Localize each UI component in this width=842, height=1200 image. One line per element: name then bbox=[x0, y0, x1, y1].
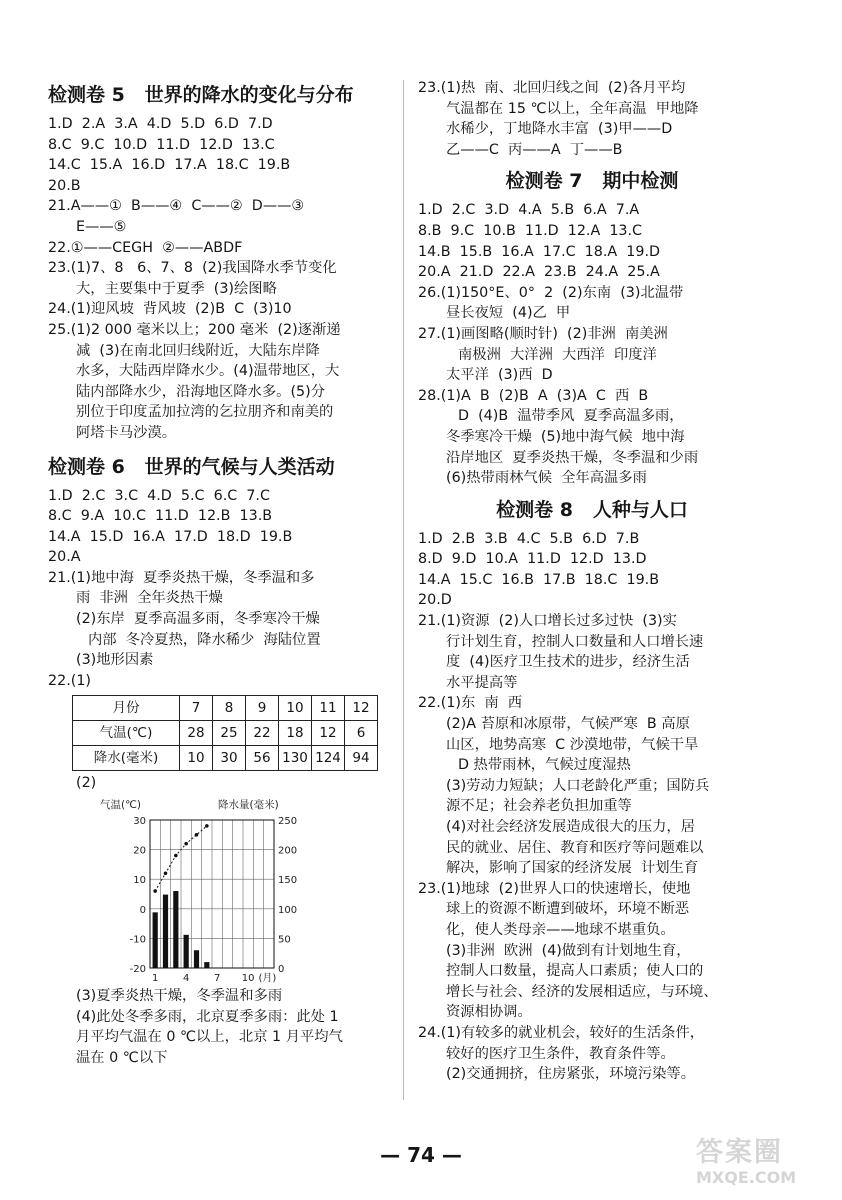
right-tick-label: 200 bbox=[278, 845, 298, 857]
answer-line: 化，使人类母亲——地球不堪重负。 bbox=[446, 921, 675, 938]
answer-line: 太平洋 (3)西 D bbox=[446, 367, 553, 384]
answer-line: 22.①——CEGH ②——ABDF bbox=[48, 239, 243, 256]
answer-line: 1.D 2.C 3.C 4.D 5.C 6.C 7.C bbox=[48, 487, 270, 504]
table-header-cell: 9 bbox=[246, 696, 279, 721]
answer-line: (3)夏季炎热干燥，冬季温和多雨 bbox=[76, 988, 283, 1005]
answer-line: 南极洲 大洋洲 大西洋 印度洋 bbox=[458, 346, 657, 363]
watermark-url: MXQE.COM bbox=[696, 1168, 797, 1187]
answer-line: (2) bbox=[76, 775, 97, 792]
answer-line: 22.(1)东 南 西 bbox=[418, 695, 523, 712]
left-tick-label: -10 bbox=[129, 934, 146, 946]
table-cell: 6 bbox=[345, 721, 378, 746]
watermark-logo bbox=[696, 1138, 828, 1194]
climate-chart-svg bbox=[96, 796, 336, 986]
left-tick-label: 30 bbox=[133, 816, 146, 828]
precipitation-bar bbox=[163, 895, 168, 968]
section-5-title: 检测卷 5 世界的降水的变化与分布 bbox=[48, 84, 354, 106]
answer-line: 温在 0 ℃以下 bbox=[76, 1049, 168, 1066]
answer-line: 增长与社会、经济的发展相适应，与环境、 bbox=[446, 983, 718, 1000]
answer-line: 21.A——① B——④ C——② D——③ bbox=[48, 198, 305, 215]
answer-line: 1.D 2.A 3.A 4.D 5.D 6.D 7.D bbox=[48, 116, 273, 132]
answer-line: 冬季寒冷干燥 (5)地中海气候 地中海 bbox=[446, 428, 685, 445]
answer-line: 陆内部降水少，沿海地区降水多。(5)分 bbox=[76, 383, 325, 400]
right-tick-label: 250 bbox=[278, 816, 298, 828]
answer-line: 内部 冬冷夏热，降水稀少 海陆位置 bbox=[88, 631, 321, 648]
answer-line: 水平提高等 bbox=[446, 674, 518, 691]
temperature-point bbox=[205, 824, 209, 828]
answer-line: 沿岸地区 夏季炎热干燥，冬季温和少雨 bbox=[446, 449, 699, 466]
temperature-point bbox=[184, 842, 188, 846]
answer-line: (3)地形因素 bbox=[76, 652, 154, 669]
answer-line: (3)劳动力短缺；人口老龄化严重；国防兵 bbox=[446, 777, 710, 794]
answer-line: 14.C 15.A 16.D 17.A 18.C 19.B bbox=[48, 157, 291, 174]
answer-line: 14.B 15.B 16.A 17.C 18.A 19.D bbox=[418, 243, 661, 260]
table-header-cell: 月份 bbox=[73, 696, 180, 721]
answer-line: 球上的资源不断遭到破坏，环境不断恶 bbox=[446, 901, 690, 918]
section-7-body bbox=[418, 200, 766, 488]
right-axis-label: 降水量(毫米) bbox=[218, 799, 279, 812]
answer-line: 28.(1)A B (2)B A (3)A C 西 B bbox=[418, 387, 649, 404]
answer-line: 24.(1)有较多的就业机会，较好的生活条件， bbox=[418, 1024, 705, 1041]
answer-line: 资源相协调。 bbox=[446, 1004, 532, 1021]
temperature-point bbox=[195, 833, 199, 837]
left-tick-label: 10 bbox=[133, 875, 146, 887]
answer-line: 27.(1)画图略(顺时针) (2)非洲 南美洲 bbox=[418, 325, 668, 342]
answer-line: 23.(1)热 南、北回归线之间 (2)各月平均 bbox=[418, 80, 686, 96]
page-number: — 74 — bbox=[380, 1143, 462, 1167]
answer-line: 减 (3)在南北回归线附近，大陆东岸降 bbox=[76, 342, 320, 359]
precipitation-bar bbox=[184, 935, 189, 968]
precipitation-bar bbox=[153, 912, 158, 968]
table-header-cell: 7 bbox=[180, 696, 213, 721]
x-tick-label: 4 bbox=[182, 973, 190, 985]
answer-line: 阿塔卡马沙漠。 bbox=[76, 424, 177, 441]
answer-line: 21.(1)地中海 夏季炎热干燥，冬季温和多 bbox=[48, 569, 315, 586]
temperature-point bbox=[153, 889, 157, 893]
table-header-cell: 11 bbox=[312, 696, 345, 721]
answer-line: 山区，地势高寒 C 沙漠地带，气候干旱 bbox=[446, 736, 699, 753]
precipitation-bar bbox=[173, 891, 178, 968]
answer-line: 25.(1)2 000 毫米以上；200 毫米 (2)逐渐递 bbox=[48, 321, 341, 338]
answer-line: 控制人口数量，提高人口素质；使人口的 bbox=[446, 963, 704, 980]
left-tick-label: 20 bbox=[133, 845, 146, 857]
answer-line: 26.(1)150°E、0° 2 (2)东南 (3)北温带 bbox=[418, 284, 684, 301]
answer-line: 20.A bbox=[48, 549, 81, 566]
table-cell: 10 bbox=[180, 746, 213, 771]
precipitation-bar bbox=[204, 962, 209, 968]
temperature-point bbox=[164, 872, 168, 876]
answer-line: 8.D 9.D 10.A 11.D 12.D 13.D bbox=[418, 551, 647, 568]
x-tick-label: 10 bbox=[241, 973, 255, 985]
answer-line: 较好的医疗卫生条件，教育条件等。 bbox=[446, 1045, 675, 1062]
table-cell: 18 bbox=[279, 721, 312, 746]
table-cell: 25 bbox=[213, 721, 246, 746]
answer-line: (4)对社会经济发展造成很大的压力，居 bbox=[446, 819, 695, 835]
answer-line: (6)热带雨林气候 全年高温多雨 bbox=[446, 470, 647, 487]
answer-line: 源不足；社会养老负担加重等 bbox=[446, 798, 632, 815]
left-tick-label: -20 bbox=[129, 964, 146, 976]
x-axis-label: (月) bbox=[258, 973, 277, 985]
answer-line: (3)非洲 欧洲 (4)做到有计划地生育， bbox=[446, 942, 691, 959]
left-column bbox=[48, 78, 390, 1068]
answer-line: 1.D 2.B 3.B 4.C 5.B 6.D 7.B bbox=[418, 530, 640, 547]
answer-line: 23.(1)7、8 6、7、8 (2)我国降水季节变化 bbox=[48, 260, 337, 277]
answer-line: 22.(1) bbox=[48, 672, 91, 689]
answer-line: (2)A 苔原和冰原带，气候严寒 B 高原 bbox=[446, 716, 690, 733]
table-cell: 12 bbox=[312, 721, 345, 746]
table-cell: 94 bbox=[345, 746, 378, 771]
answer-line: 14.A 15.C 16.B 17.B 18.C 19.B bbox=[418, 571, 660, 588]
answer-line: 解决，影响了国家的经济发展 计划生育 bbox=[446, 860, 699, 877]
right-tick-label: 150 bbox=[278, 875, 298, 887]
answer-line: 8.B 9.C 10.B 11.D 12.A 13.C bbox=[418, 222, 643, 239]
answer-line: 雨 非洲 全年炎热干燥 bbox=[76, 590, 223, 607]
answer-line: 水多，大陆西岸降水少。(4)温带地区，大 bbox=[76, 363, 340, 380]
answer-line: 水稀少，丁地降水丰富 (3)甲——D bbox=[446, 121, 673, 138]
table-row bbox=[73, 721, 378, 746]
answer-line: 昼长夜短 (4)乙 甲 bbox=[446, 305, 571, 322]
answer-line: 23.(1)地球 (2)世界人口的快速增长，使地 bbox=[418, 880, 691, 897]
answer-line: 大，主要集中于夏季 (3)绘图略 bbox=[76, 280, 277, 297]
answer-line: 1.D 2.C 3.D 4.A 5.B 6.A 7.A bbox=[418, 202, 640, 219]
table-header-cell: 10 bbox=[279, 696, 312, 721]
section-5-body bbox=[48, 114, 390, 444]
table-header-cell: 12 bbox=[345, 696, 378, 721]
left-tick-label: 0 bbox=[139, 904, 146, 916]
table-cell: 22 bbox=[246, 721, 279, 746]
answer-line: D 热带雨林，气候过度湿热 bbox=[458, 757, 631, 774]
table-cell: 124 bbox=[312, 746, 345, 771]
left-axis-label: 气温(℃) bbox=[100, 799, 141, 812]
answer-line: 度 (4)医疗卫生技术的进步，经济生活 bbox=[446, 654, 690, 671]
x-tick-label: 1 bbox=[151, 973, 159, 985]
answer-line: 20.A 21.D 22.A 23.B 24.A 25.A bbox=[418, 264, 660, 281]
right-tick-label: 50 bbox=[278, 934, 291, 946]
section-8-body bbox=[418, 529, 766, 1085]
right-tick-label: 100 bbox=[278, 904, 298, 916]
section-7-title: 检测卷 7 期中检测 bbox=[505, 170, 679, 193]
table-row bbox=[73, 696, 378, 721]
watermark-text: 答案圈 bbox=[696, 1137, 783, 1168]
answer-line: (2)交通拥挤，住房紧张，环境污染等。 bbox=[446, 1066, 695, 1083]
table-cell: 28 bbox=[180, 721, 213, 746]
answer-line: 民的就业、居住、教育和医疗等问题难以 bbox=[446, 839, 704, 856]
answer-line: 21.(1)资源 (2)人口增长过多过快 (3)实 bbox=[418, 613, 677, 630]
answer-line: E——⑤ bbox=[76, 218, 127, 235]
x-tick-label: 7 bbox=[213, 973, 221, 985]
answer-line: 乙——C 丙——A 丁——B bbox=[446, 141, 623, 158]
table-header-cell: 8 bbox=[213, 696, 246, 721]
table-row bbox=[73, 746, 378, 771]
table-cell: 30 bbox=[213, 746, 246, 771]
answer-line: (2)东岸 夏季高温多雨，冬季寒冷干燥 bbox=[76, 611, 320, 628]
temperature-point bbox=[174, 854, 178, 858]
table-cell: 气温(℃) bbox=[73, 721, 180, 746]
answer-line: 20.D bbox=[418, 592, 452, 609]
column-divider bbox=[403, 80, 404, 1100]
section-6-continued bbox=[418, 78, 766, 160]
answer-line: 20.B bbox=[48, 177, 81, 194]
right-column bbox=[418, 78, 766, 1085]
climate-chart bbox=[96, 796, 336, 986]
section-6-body bbox=[48, 486, 390, 1069]
table-cell: 130 bbox=[279, 746, 312, 771]
answer-line: 8.C 9.C 10.D 11.D 12.D 13.C bbox=[48, 136, 275, 153]
answer-line: D (4)B 温带季风 夏季高温多雨， bbox=[458, 408, 684, 425]
section-8-title: 检测卷 8 人种与人口 bbox=[496, 498, 688, 521]
answer-line: 8.C 9.A 10.C 11.D 12.B 13.B bbox=[48, 508, 273, 525]
answer-line: 14.A 15.D 16.A 17.D 18.D 19.B bbox=[48, 528, 293, 545]
section-6-title: 检测卷 6 世界的气候与人类活动 bbox=[48, 455, 335, 478]
answer-line: 别位于印度孟加拉湾的乞拉朋齐和南美的 bbox=[76, 404, 334, 421]
answer-line: 月平均气温在 0 ℃以上，北京 1 月平均气 bbox=[76, 1029, 343, 1046]
climate-table bbox=[72, 695, 378, 771]
answer-line: 24.(1)迎风坡 背风坡 (2)B C (3)10 bbox=[48, 301, 292, 318]
precipitation-bar bbox=[194, 950, 199, 968]
right-tick-label: 0 bbox=[278, 964, 285, 976]
answer-line: 气温都在 15 ℃以上，全年高温 甲地降 bbox=[446, 100, 699, 117]
answer-line: 行计划生育，控制人口数量和人口增长速 bbox=[446, 633, 704, 650]
table-cell: 降水(毫米) bbox=[73, 746, 180, 771]
answer-line: (4)此处冬季多雨，北京夏季多雨：此处 1 bbox=[76, 1008, 339, 1025]
table-cell: 56 bbox=[246, 746, 279, 771]
